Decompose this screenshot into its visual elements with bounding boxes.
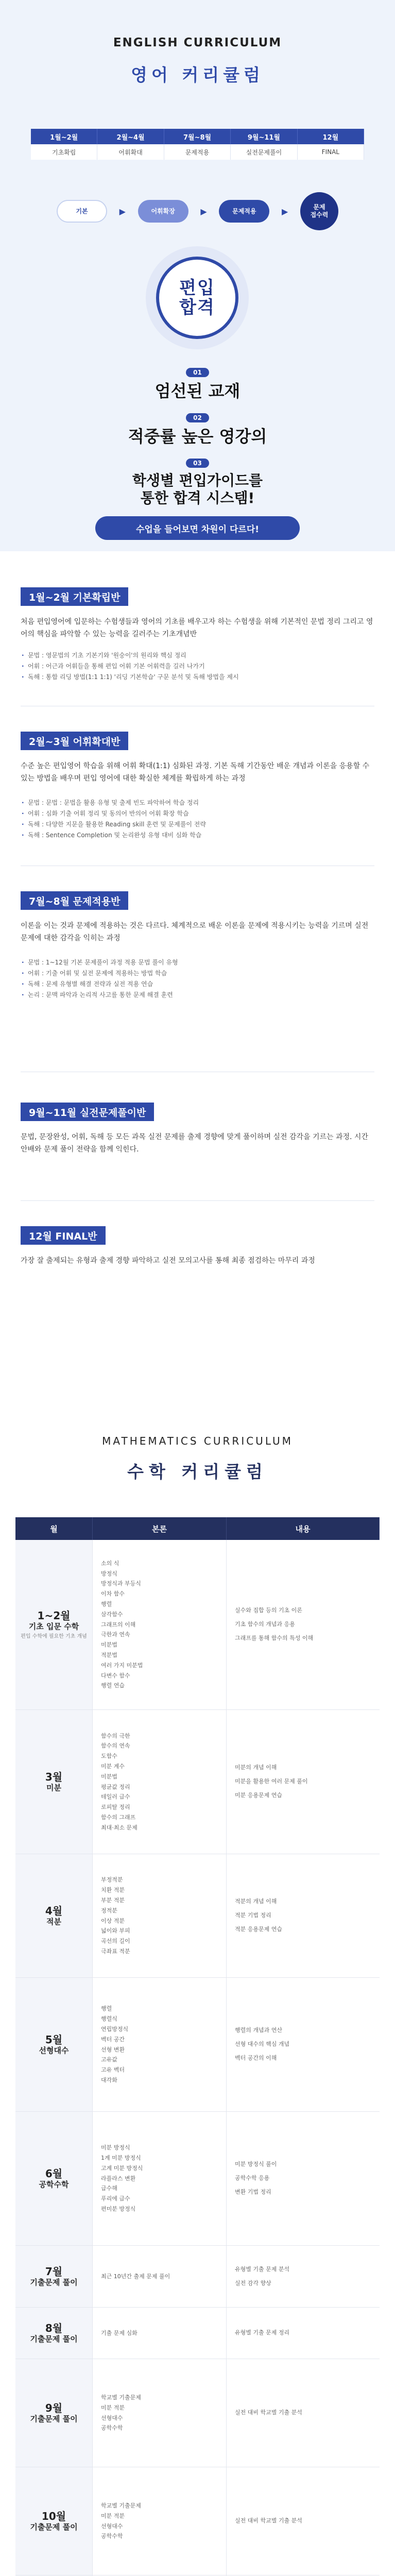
table-row — [15, 2359, 380, 2467]
topic-item: 학교별 기출문제 — [101, 2394, 141, 2401]
pass-badge-inner — [156, 257, 238, 339]
content-item: 미분의 개념 이해 — [235, 1764, 277, 1771]
content-item: 변환 기법 정리 — [235, 2188, 271, 2195]
topic-item: 급수해 — [101, 2185, 117, 2192]
row-content-cell — [227, 1710, 380, 1854]
content-item: 그래프를 통해 함수의 특성 이해 — [235, 1634, 314, 1641]
row-topics-cell — [93, 1978, 227, 2111]
bullet-item: · 독해 : 다양한 지문을 활용한 Reading skill 훈련 및 문제풀이 전략 — [21, 819, 374, 830]
topic-item: 공학수학 — [101, 2425, 123, 2432]
math-label-en: MATHEMATICS CURRICULUM — [102, 1435, 293, 1447]
row-content-cell — [227, 2359, 380, 2467]
bullet-item: · 독해 : Sentence Completion 및 논리완성 유형 대비 심화 학습 — [21, 830, 374, 841]
content-item: 실전 대비 학교별 기출 분석 — [235, 2517, 302, 2524]
row-course-name: 선형대수 — [39, 2046, 69, 2056]
feature-text: 적중률 높은 영강의 — [128, 427, 267, 446]
topic-item: 함수의 극한 — [101, 1732, 130, 1739]
topic-item: 부분 적분 — [101, 1896, 125, 1904]
stage-period: 1월~2월 — [31, 129, 97, 144]
topic-item: 고계 미분 방정식 — [101, 2164, 143, 2172]
topic-item: 대각화 — [101, 2076, 117, 2083]
table-row — [15, 1978, 380, 2112]
row-month-cell — [15, 1978, 93, 2111]
topic-item: 고유값 — [101, 2056, 117, 2063]
table-row — [15, 2112, 380, 2246]
row-month-cell — [15, 1854, 93, 1977]
row-month-cell — [15, 1710, 93, 1854]
row-course-name: 기출문제 풀이 — [30, 2278, 78, 2287]
topic-item: 곡선의 길이 — [101, 1938, 130, 1945]
row-month: 1~2월 — [37, 1609, 71, 1622]
table-row — [15, 1854, 380, 1978]
row-topics-cell — [93, 2308, 227, 2359]
header-topic: 본론 — [93, 1517, 227, 1540]
topic-item: 치환 적분 — [101, 1887, 125, 1894]
stage-name: 기초확립 — [31, 144, 97, 160]
section-tag: 7월~8월 문제적용반 — [21, 891, 128, 910]
table-row — [15, 1710, 380, 1854]
content-item: 실수와 집합 등의 기초 이론 — [235, 1607, 302, 1614]
row-course-sub: 편입 수학에 필요한 기초 개념 — [21, 1634, 87, 1640]
content-item: 유형별 기출 문제 정리 — [235, 2329, 290, 2336]
row-content-cell — [227, 1540, 380, 1709]
table-row — [15, 1540, 380, 1710]
table-header — [15, 1517, 380, 1540]
row-month-cell — [15, 2112, 93, 2245]
row-month: 3월 — [45, 1771, 63, 1784]
topic-item: 부정적분 — [101, 1876, 123, 1884]
header-month: 월 — [15, 1517, 93, 1540]
bullet-item: · 문법 : 문법 : 문법을 활용 유형 및 출제 빈도 파악하여 학습 정리 — [21, 798, 374, 808]
row-topics-cell — [93, 2467, 227, 2575]
content-item: 적분 응용문제 연습 — [235, 1925, 283, 1933]
stage-name: FINAL — [298, 144, 364, 160]
topic-item: 미분법 — [101, 1773, 117, 1780]
topic-item: 로피탈 정리 — [101, 1804, 130, 1811]
topic-item: 정적분 — [101, 1907, 117, 1914]
row-content-cell — [227, 2112, 380, 2245]
feature-item — [0, 412, 395, 446]
badge-line: 편입 — [179, 277, 215, 298]
feature-item — [0, 367, 395, 401]
content-item: 적분의 개념 이해 — [235, 1898, 277, 1905]
row-month: 5월 — [45, 2033, 63, 2046]
divider — [21, 1200, 374, 1201]
row-month-cell — [15, 2308, 93, 2359]
row-month-cell — [15, 2359, 93, 2467]
bullet-item: · 문법 : 1~12월 기본 문제풀이 과정 적용 문법 풀이 유형 — [21, 957, 374, 968]
row-content-cell — [227, 1854, 380, 1977]
section-paragraph: 처음 편입영어에 입문하는 수험생들과 영어의 기초를 배우고자 하는 수험생을 위해 기본적인 문법 정리 그리고 영어의 핵심을 파악할 수 있는 능력을 길러주는 기초개념반 — [21, 618, 373, 638]
topic-item: 라플라스 변환 — [101, 2175, 136, 2182]
feature-number: 02 — [186, 413, 209, 422]
flow-step: 문제적용 — [219, 200, 269, 223]
content-item: 적분 기법 정리 — [235, 1912, 271, 1919]
section-paragraph: 이론을 이는 것과 문제에 적용하는 것은 다르다. 체계적으로 배운 이론을 문제에 적용시키는 능력을 기르며 실전 문제에 대한 감각을 익히는 과정 — [21, 922, 369, 942]
feature-number: 01 — [186, 368, 209, 377]
topic-item: 학교별 기출문제 — [101, 2502, 141, 2509]
pass-badge — [146, 246, 249, 349]
topic-item: 선형대수 — [101, 2522, 123, 2530]
arrow-right-icon: ▶ — [119, 206, 126, 216]
row-content-cell — [227, 1978, 380, 2111]
row-month: 4월 — [45, 1905, 63, 1918]
bullet-item: · 독해 : 통합 리딩 방법(1:1 1:1) '리딩 기본학습' 구문 분석 및 독해 방법을 제시 — [21, 672, 374, 683]
stage-name-row — [31, 144, 364, 160]
row-month: 8월 — [45, 2322, 63, 2335]
topic-item: 삼각함수 — [101, 1611, 123, 1618]
row-month-cell — [15, 1540, 93, 1709]
math-header — [0, 1414, 395, 1512]
table-body — [15, 1540, 380, 2576]
topic-item: 최근 10년간 출제 문제 풀이 — [101, 2273, 170, 2280]
topic-item: 선형대수 — [101, 2414, 123, 2421]
row-topics-cell — [93, 1710, 227, 1854]
row-course-name: 기출문제 풀이 — [30, 2334, 78, 2344]
bullet-item: · 어휘 : 어근과 어휘들을 통해 편입 어휘 기본 어휘력을 길러 나가기 — [21, 661, 374, 672]
feature-item — [0, 457, 395, 506]
bullet-item: · 논리 : 문맥 파악과 논리적 사고를 통한 문제 해결 훈련 — [21, 990, 374, 1001]
row-topics-cell — [93, 2112, 227, 2245]
table-row — [15, 2467, 380, 2575]
content-item: 실전 대비 학교별 기출 분석 — [235, 2409, 302, 2416]
section-tag: 12월 FINAL반 — [21, 1226, 106, 1245]
content-item: 공학수학 응용 — [235, 2175, 270, 2182]
topic-item: 여러 가지 미분법 — [101, 1662, 143, 1669]
content-item: 선형 대수의 핵심 개념 — [235, 2041, 290, 2048]
section-bullets — [21, 798, 374, 841]
row-course-name: 미분 — [46, 1783, 61, 1793]
row-month: 10월 — [41, 2510, 66, 2523]
topic-item: 함수의 그래프 — [101, 1814, 136, 1821]
topic-item: 공학수학 — [101, 2533, 123, 2540]
arrow-right-icon: ▶ — [281, 206, 288, 216]
topic-item: 도함수 — [101, 1753, 117, 1760]
stage-name: 문제적용 — [164, 144, 231, 160]
row-content-cell — [227, 2308, 380, 2359]
study-flow — [57, 191, 338, 232]
topic-item: 1계 미분 방정식 — [101, 2155, 141, 2161]
english-label-en: ENGLISH CURRICULUM — [113, 36, 282, 49]
row-course-name: 공학수학 — [39, 2180, 69, 2190]
content-item: 미분을 활용한 여러 문제 풀이 — [235, 1778, 308, 1785]
topic-item: 편미분 방정식 — [101, 2205, 136, 2212]
topic-item: 방정식 — [101, 1570, 117, 1577]
row-course-name: 기출문제 풀이 — [30, 2522, 78, 2532]
section-paragraph: 문법, 문장완성, 어휘, 독해 등 모든 과목 실전 문제를 출제 경향에 맞게 풀이하며 실전 감각을 기르는 과정. 시간 안배와 문제 풀이 전략을 함께 익힌다. — [21, 1133, 368, 1154]
row-month: 9월 — [45, 2402, 63, 2415]
arrow-right-icon: ▶ — [200, 206, 207, 216]
math-curriculum-table — [15, 1517, 380, 2576]
cta-banner: 수업을 들어보면 차원이 다르다! — [95, 516, 300, 540]
row-course-name: 적분 — [46, 1917, 61, 1927]
content-item: 미분 응용문제 연습 — [235, 1791, 283, 1799]
row-topics-cell — [93, 2359, 227, 2467]
row-month-cell — [15, 2467, 93, 2575]
stage-name: 어휘확대 — [97, 144, 164, 160]
topic-item: 행렬 연습 — [101, 1682, 125, 1689]
topic-item: 선형 변환 — [101, 2046, 125, 2053]
topic-item: 미분법 — [101, 1641, 117, 1649]
row-topics-cell — [93, 2246, 227, 2307]
row-month-cell — [15, 2246, 93, 2307]
stage-period: 12월 — [298, 129, 364, 144]
feature-number: 03 — [186, 459, 209, 468]
math-label-ko: 수학 커리큘럼 — [127, 1462, 268, 1482]
topic-item: 미분 적분 — [101, 2512, 125, 2519]
content-item: 벡터 공간의 이해 — [235, 2054, 277, 2061]
section-paragraph: 수준 높은 편입영어 학습을 위해 어휘 확대(1:1) 심화된 과정. 기본 독해 기간동안 배운 개념과 이론을 응용할 수 있는 방법을 배우며 편입 영어에 대한 확실한 체계를 확립하게 하는 과정 — [21, 762, 370, 783]
section-tag: 1월~2월 기본확립반 — [21, 587, 128, 606]
section-bullets — [21, 650, 374, 683]
topic-item: 벡터 공간 — [101, 2036, 125, 2043]
topic-item: 미분 적분 — [101, 2404, 125, 2411]
header-content: 내용 — [227, 1517, 380, 1540]
topic-item: 행렬 — [101, 2005, 112, 2012]
topic-item: 행렬식 — [101, 2015, 117, 2023]
flow-step: 어휘확장 — [138, 200, 188, 223]
content-item: 행렬의 개념과 연산 — [235, 2027, 283, 2034]
stage-table — [31, 129, 364, 160]
topic-item: 다변수 함수 — [101, 1672, 130, 1679]
topic-item: 함수의 연속 — [101, 1742, 130, 1750]
stage-period: 7월~8월 — [164, 129, 231, 144]
feature-text: 엄선된 교재 — [154, 381, 241, 401]
topic-item: 푸리에 급수 — [101, 2195, 130, 2202]
row-course-name: 기초 입문 수학 — [28, 1621, 79, 1631]
topic-item: 미분 계수 — [101, 1762, 125, 1770]
english-label-ko: 영어 커리큘럼 — [131, 65, 264, 85]
topic-item: 극한과 연속 — [101, 1631, 130, 1638]
topic-item: 기출 문제 심화 — [101, 2329, 138, 2336]
stage-period: 9월~11월 — [231, 129, 297, 144]
row-month: 6월 — [45, 2167, 63, 2180]
english-hero — [0, 0, 395, 551]
topic-item: 소의 식 — [101, 1560, 119, 1567]
badge-line: 합격 — [179, 297, 215, 318]
flow-step: 기본 — [57, 200, 107, 223]
topic-item: 극좌표 적분 — [101, 1947, 130, 1955]
topic-item: 이차 함수 — [101, 1590, 125, 1598]
topic-item: 고유 벡터 — [101, 2066, 125, 2074]
content-item: 미분 방정식 풀이 — [235, 2161, 277, 2168]
topic-item: 최대·최소 문제 — [101, 1824, 138, 1831]
row-topics-cell — [93, 1540, 227, 1709]
topic-item: 미분 방정식 — [101, 2144, 130, 2151]
row-topics-cell — [93, 1854, 227, 1977]
flow-step-final: 문제 접수력 — [300, 192, 338, 230]
topic-item: 연립방정식 — [101, 2025, 129, 2032]
topic-item: 행렬 — [101, 1601, 112, 1607]
topic-item: 이상 적분 — [101, 1917, 125, 1924]
topic-item: 적분법 — [101, 1651, 117, 1658]
topic-item: 테일러 급수 — [101, 1793, 130, 1801]
row-course-name: 기출문제 풀이 — [30, 2414, 78, 2424]
table-row — [15, 2246, 380, 2308]
content-item: 유형별 기출 문제 분석 — [235, 2265, 290, 2273]
bullet-item: · 어휘 : 심화 기출 어휘 정리 및 동의어 반의어 어휘 확장 학습 — [21, 808, 374, 819]
table-row — [15, 2308, 380, 2359]
stage-period: 2월~4월 — [97, 129, 164, 144]
topic-item: 넓이와 부피 — [101, 1927, 130, 1935]
topic-item: 평균값 정리 — [101, 1783, 130, 1790]
bullet-item: · 어휘 : 기출 어휘 및 실전 문제에 적용하는 방법 학습 — [21, 968, 374, 979]
stage-header-row — [31, 129, 364, 144]
content-item: 기초 함수의 개념과 응용 — [235, 1621, 295, 1628]
row-month: 7월 — [45, 2265, 63, 2278]
bullet-item: · 문법 : 영문법의 기초 기본기와 '원숭이'의 원리와 핵심 정리 — [21, 650, 374, 661]
stage-name: 실전문제풀이 — [231, 144, 297, 160]
content-item: 실전 감각 향상 — [235, 2279, 271, 2286]
row-content-cell — [227, 2246, 380, 2307]
section-tag: 2월~3월 어휘확대반 — [21, 732, 128, 750]
section-bullets — [21, 957, 374, 1001]
topic-item: 그래프의 이해 — [101, 1621, 136, 1628]
section-paragraph: 가장 잘 출제되는 유형과 출제 경향 파악하고 실전 모의고사를 통해 최종 점검하는 마무리 과정 — [21, 1257, 315, 1265]
bullet-item: · 독해 : 문제 유형별 해결 전략과 실전 적용 연습 — [21, 979, 374, 990]
feature-text: 학생별 편입가이드를 통한 합격 시스템! — [132, 472, 263, 506]
section-tag: 9월~11월 실전문제풀이반 — [21, 1103, 154, 1121]
topic-item: 방정식과 부등식 — [101, 1580, 141, 1587]
row-content-cell — [227, 2467, 380, 2575]
